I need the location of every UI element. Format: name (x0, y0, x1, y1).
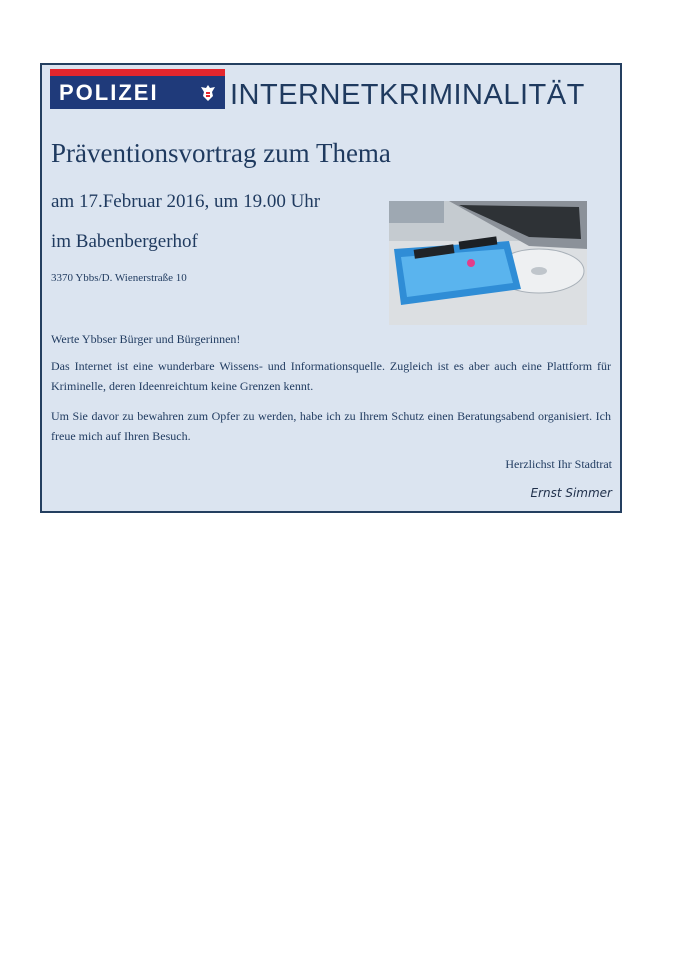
closing: Herzlichst Ihr Stadtrat (505, 457, 612, 471)
polizei-logo (50, 69, 225, 109)
headline: INTERNETKRIMINALITÄT (230, 79, 585, 111)
page-title: Präventionsvortrag zum Thema (51, 138, 391, 168)
logo-text: POLIZEI (59, 80, 159, 105)
body-paragraph: Das Internet ist eine wunderbare Wissens- und Informationsquelle. Zugleich ist es aber auch eine Plattform für Kriminelle, deren Ideenreichtum keine Grenzen kennt. (51, 359, 611, 393)
event-address: 3370 Ybbs/D. Wienerstraße 10 (51, 272, 187, 284)
body-paragraph: Um Sie davor zu bewahren zum Opfer zu werden, habe ich zu Ihrem Schutz einen Beratungsabend organisiert. Ich freue mich auf Ihren Besuch. (51, 409, 611, 443)
flyer-panel (40, 63, 622, 513)
event-venue: im Babenbergerhof (51, 231, 198, 252)
eagle-icon (200, 84, 216, 102)
signature: Ernst Simmer (530, 486, 612, 500)
laptop-usb-photo (389, 201, 587, 325)
event-date: am 17.Februar 2016, um 19.00 Uhr (51, 191, 321, 212)
greeting: Werte Ybbser Bürger und Bürgerinnen! (51, 332, 241, 346)
